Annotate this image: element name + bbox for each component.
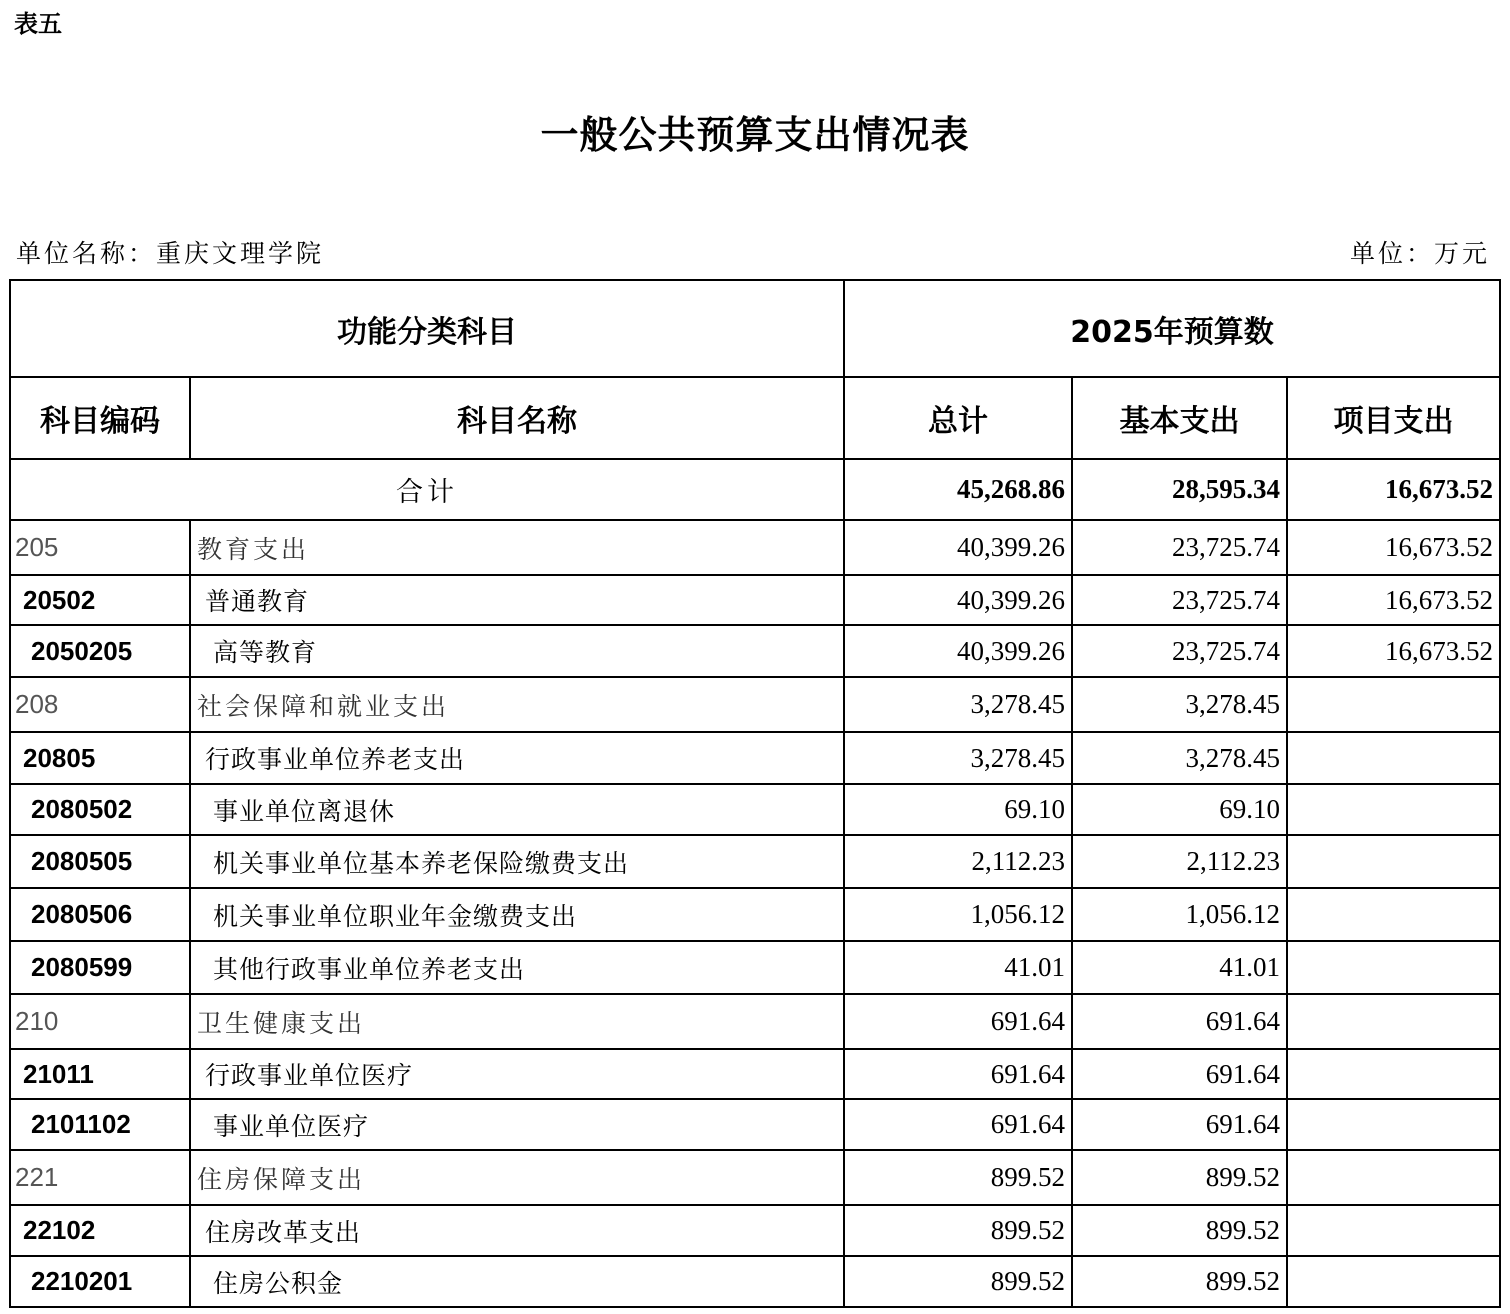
row-name: 行政事业单位养老支出: [190, 732, 844, 784]
header-row-1: [10, 280, 1500, 377]
unit-of-measure: 单位：万元: [1349, 239, 1490, 268]
row-project: [1287, 677, 1500, 732]
row-name: 住房公积金: [190, 1256, 844, 1307]
row-basic: 23,725.74: [1072, 520, 1287, 575]
row-total: 41.01: [844, 941, 1072, 994]
row-basic: 3,278.45: [1072, 677, 1287, 732]
row-name: 卫生健康支出: [190, 994, 844, 1049]
row-total: 691.64: [844, 1049, 1072, 1099]
row-name: 机关事业单位基本养老保险缴费支出: [190, 835, 844, 888]
header-row-2: [10, 377, 1500, 459]
unit-name: 单位名称：重庆文理学院: [16, 239, 325, 268]
row-basic: 23,725.74: [1072, 625, 1287, 677]
row-project: [1287, 732, 1500, 784]
row-code: 22102: [10, 1205, 190, 1256]
row-code: 2080505: [10, 835, 190, 888]
row-total: 899.52: [844, 1256, 1072, 1307]
row-code: 2080599: [10, 941, 190, 994]
row-total: 691.64: [844, 994, 1072, 1049]
header-code: 科目编码: [10, 377, 190, 459]
table-number-label: 表五: [14, 10, 62, 38]
row-name: 高等教育: [190, 625, 844, 677]
header-budget-year: 2025年预算数: [844, 280, 1500, 377]
row-project: [1287, 941, 1500, 994]
row-basic: 691.64: [1072, 1099, 1287, 1150]
row-code: 2210201: [10, 1256, 190, 1307]
row-code: 221: [10, 1150, 190, 1205]
row-total: 40,399.26: [844, 575, 1072, 625]
row-name: 其他行政事业单位养老支出: [190, 941, 844, 994]
row-project: 16,673.52: [1287, 625, 1500, 677]
row-name: 普通教育: [190, 575, 844, 625]
row-basic: 2,112.23: [1072, 835, 1287, 888]
row-name: 社会保障和就业支出: [190, 677, 844, 732]
row-project: [1287, 1099, 1500, 1150]
table-row: [10, 835, 1500, 888]
row-basic: 1,056.12: [1072, 888, 1287, 941]
row-code: 20502: [10, 575, 190, 625]
row-total: 40,399.26: [844, 625, 1072, 677]
row-name: 事业单位医疗: [190, 1099, 844, 1150]
row-total: 40,399.26: [844, 520, 1072, 575]
table-row: [10, 941, 1500, 994]
table-row: [10, 1099, 1500, 1150]
row-code: 205: [10, 520, 190, 575]
row-name: 住房保障支出: [190, 1150, 844, 1205]
table-row: [10, 732, 1500, 784]
row-code: 2101102: [10, 1099, 190, 1150]
row-basic: 23,725.74: [1072, 575, 1287, 625]
row-basic: 691.64: [1072, 994, 1287, 1049]
header-total: 总计: [844, 377, 1072, 459]
row-project: 16,673.52: [1287, 520, 1500, 575]
row-basic: 899.52: [1072, 1205, 1287, 1256]
row-basic: 899.52: [1072, 1150, 1287, 1205]
row-basic: 3,278.45: [1072, 732, 1287, 784]
row-total: 899.52: [844, 1205, 1072, 1256]
budget-table: [9, 279, 1501, 1308]
row-total: 69.10: [844, 784, 1072, 835]
row-project: [1287, 1205, 1500, 1256]
row-code: 210: [10, 994, 190, 1049]
header-project: 项目支出: [1287, 377, 1500, 459]
row-project: [1287, 784, 1500, 835]
row-basic: 691.64: [1072, 1049, 1287, 1099]
row-total: 3,278.45: [844, 732, 1072, 784]
row-total: 899.52: [844, 1150, 1072, 1205]
total-label: 合计: [10, 459, 844, 520]
page-title: 一般公共预算支出情况表: [540, 112, 970, 157]
row-name: 行政事业单位医疗: [190, 1049, 844, 1099]
row-code: 2080502: [10, 784, 190, 835]
row-code: 2080506: [10, 888, 190, 941]
table-row: [10, 784, 1500, 835]
row-basic: 899.52: [1072, 1256, 1287, 1307]
total-row: [10, 459, 1500, 520]
table-row: [10, 1150, 1500, 1205]
table-row: [10, 677, 1500, 732]
table-row: [10, 994, 1500, 1049]
table-row: [10, 1256, 1500, 1307]
table-row: [10, 575, 1500, 625]
table-row: [10, 1049, 1500, 1099]
row-code: 21011: [10, 1049, 190, 1099]
row-total: 2,112.23: [844, 835, 1072, 888]
row-code: 2050205: [10, 625, 190, 677]
row-name: 住房改革支出: [190, 1205, 844, 1256]
row-project: [1287, 888, 1500, 941]
total-sum: 45,268.86: [844, 459, 1072, 520]
header-name: 科目名称: [190, 377, 844, 459]
row-code: 208: [10, 677, 190, 732]
row-total: 3,278.45: [844, 677, 1072, 732]
table-row: [10, 1205, 1500, 1256]
total-basic: 28,595.34: [1072, 459, 1287, 520]
row-basic: 41.01: [1072, 941, 1287, 994]
row-basic: 69.10: [1072, 784, 1287, 835]
row-project: [1287, 1256, 1500, 1307]
row-name: 事业单位离退休: [190, 784, 844, 835]
row-name: 机关事业单位职业年金缴费支出: [190, 888, 844, 941]
header-basic: 基本支出: [1072, 377, 1287, 459]
header-func-class: 功能分类科目: [10, 280, 844, 377]
row-project: [1287, 994, 1500, 1049]
row-project: [1287, 835, 1500, 888]
row-total: 691.64: [844, 1099, 1072, 1150]
row-project: [1287, 1150, 1500, 1205]
table-row: [10, 625, 1500, 677]
total-project: 16,673.52: [1287, 459, 1500, 520]
row-project: 16,673.52: [1287, 575, 1500, 625]
table-row: [10, 888, 1500, 941]
row-total: 1,056.12: [844, 888, 1072, 941]
row-code: 20805: [10, 732, 190, 784]
row-name: 教育支出: [190, 520, 844, 575]
row-project: [1287, 1049, 1500, 1099]
table-row: [10, 520, 1500, 575]
